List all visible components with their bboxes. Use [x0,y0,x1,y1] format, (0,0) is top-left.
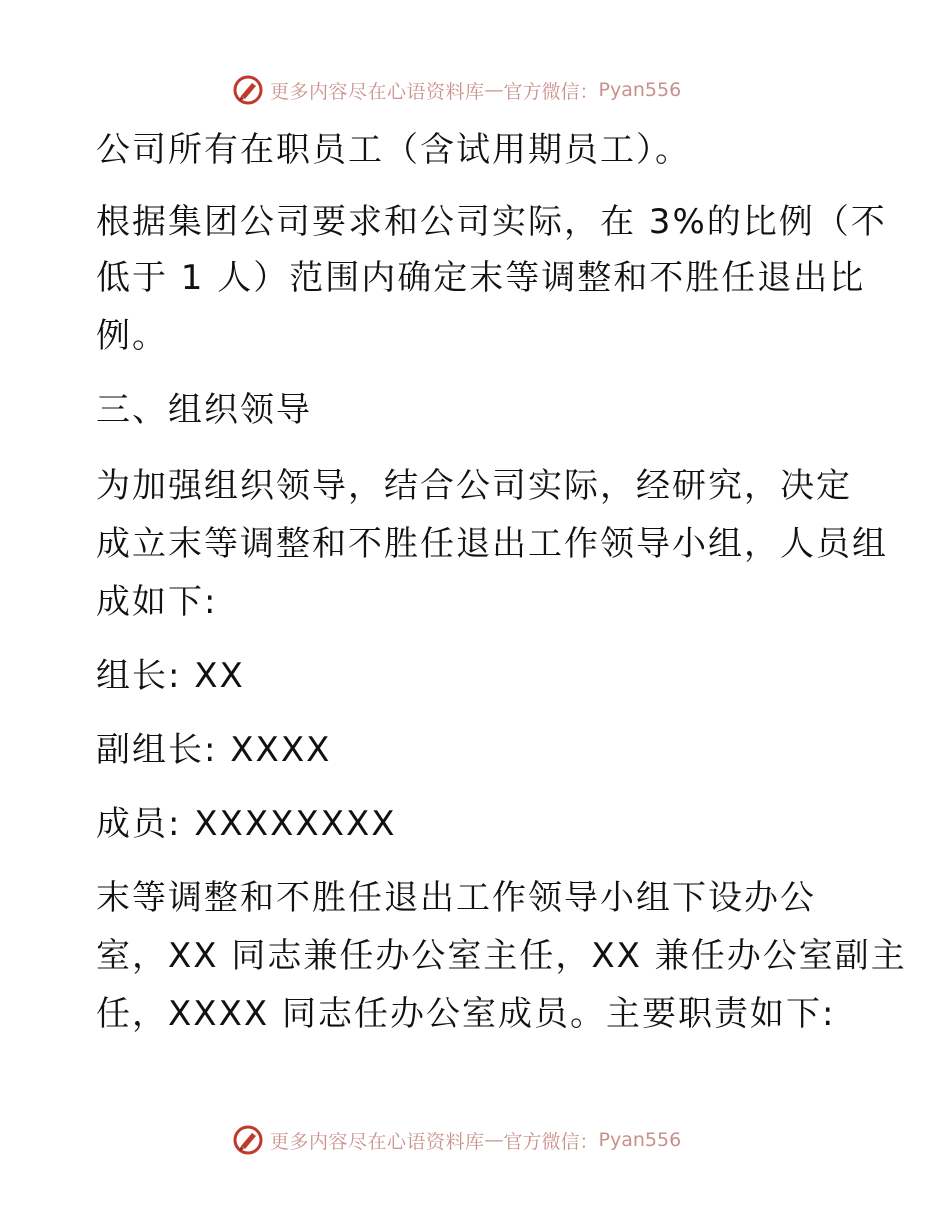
banner-separator: — [484,79,504,101]
members-line: 成员: XXXXXXXX [96,804,397,844]
banner-slogan: 更多内容尽在心语资料库 [270,80,485,103]
deputy-leader-line: 副组长: XXXX [96,730,332,770]
pen-logo-icon [232,1124,264,1156]
section-heading-organization: 三、组织领导 [96,390,312,430]
paragraph-ratio-line-1: 根据集团公司要求和公司实际，在 3%的比例（不 [96,202,887,242]
leader-line: 组长: XX [96,656,245,696]
banner-separator: — [484,1129,504,1151]
paragraph-group-line-3: 成如下: [96,582,218,622]
pen-logo-icon [232,74,264,106]
paragraph-office-line-1: 末等调整和不胜任退出工作领导小组下设办公 [96,878,816,918]
paragraph-scope: 公司所有在职员工（含试用期员工）。 [96,130,691,170]
banner-wechat-label: 官方微信： [503,80,599,103]
banner-wechat-id: Pyan556 [598,79,682,101]
banner-wechat-label: 官方微信： [503,1130,599,1153]
header-banner [232,70,712,110]
footer-banner [232,1120,712,1160]
paragraph-group-line-1: 为加强组织领导，结合公司实际，经研究，决定 [96,466,852,506]
paragraph-office-line-3: 任，XXXX 同志任办公室成员。主要职责如下: [96,994,836,1034]
paragraph-ratio-line-3: 例。 [96,316,168,356]
paragraph-office-line-2: 室，XX 同志兼任办公室主任，XX 兼任办公室副主 [96,936,907,976]
paragraph-group-line-2: 成立末等调整和不胜任退出工作领导小组，人员组 [96,524,888,564]
paragraph-ratio-line-2: 低于 1 人）范围内确定末等调整和不胜任退出比 [96,258,866,298]
banner-wechat-id: Pyan556 [598,1129,682,1151]
banner-slogan: 更多内容尽在心语资料库 [270,1130,485,1153]
